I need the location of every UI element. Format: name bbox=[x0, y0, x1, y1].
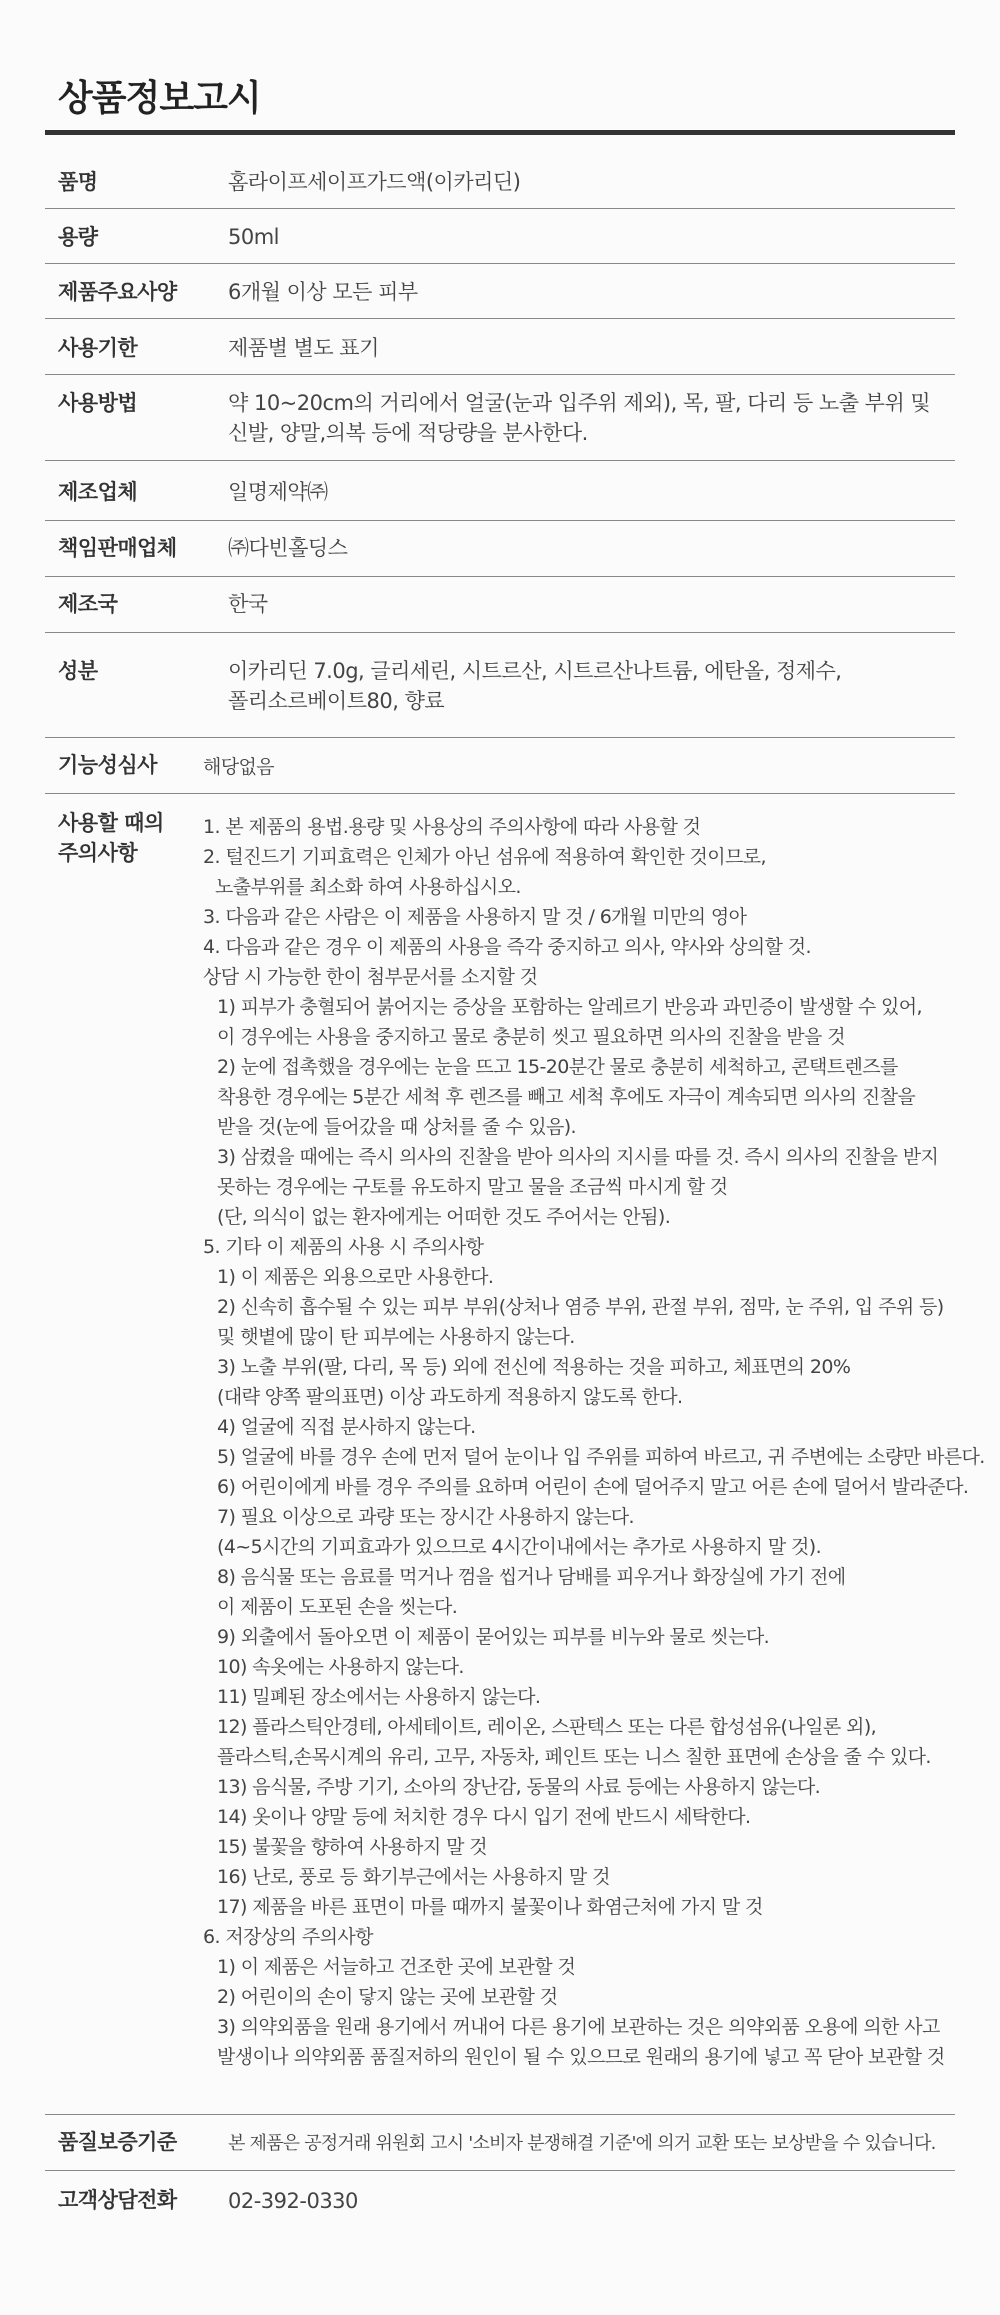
caution-line: 1) 피부가 충혈되어 붉어지는 증상을 포함하는 알레르기 반응과 과민증이 발생할 수 있어, bbox=[217, 996, 922, 1018]
row-divider bbox=[45, 520, 955, 521]
caution-line: (대략 양쪽 팔의표면) 이상 과도하게 적용하지 않도록 한다. bbox=[217, 1386, 683, 1408]
caution-line: 3) 노출 부위(팔, 다리, 목 등) 외에 전신에 적용하는 것을 피하고, 체표면의 20% bbox=[217, 1356, 851, 1378]
row-label-maker: 제조업체 bbox=[58, 480, 138, 504]
caution-line: 6) 어린이에게 바를 경우 주의를 요하며 어린이 손에 덜어주지 말고 어른 손에 덜어서 발라준다. bbox=[217, 1476, 969, 1498]
cautions-label-line: 사용할 때의 bbox=[58, 811, 164, 835]
row-label-ingredients: 성분 bbox=[58, 659, 98, 683]
caution-line: 11) 밀폐된 장소에서는 사용하지 않는다. bbox=[217, 1686, 541, 1708]
row-divider bbox=[45, 460, 955, 461]
caution-line: 2) 신속히 흡수될 수 있는 피부 부위(상처나 염증 부위, 관절 부위, 점막, 눈 주위, 입 주위 등) bbox=[217, 1296, 944, 1318]
caution-line: 5. 기타 이 제품의 사용 시 주의사항 bbox=[203, 1236, 484, 1258]
caution-line: 3) 의약외품을 원래 용기에서 꺼내어 다른 용기에 보관하는 것은 의약외품 오용에 의한 사고 bbox=[217, 2016, 940, 2038]
ingredients-line: 폴리소르베이트80, 향료 bbox=[228, 689, 445, 713]
caution-line: 7) 필요 이상으로 과량 또는 장시간 사용하지 않는다. bbox=[217, 1506, 634, 1528]
row-divider bbox=[45, 263, 955, 264]
row-label-cautions bbox=[58, 808, 164, 868]
row-label-quality: 품질보증기준 bbox=[58, 2130, 177, 2154]
row-value-usage bbox=[228, 388, 953, 448]
row-label-expiry: 사용기한 bbox=[58, 336, 138, 360]
caution-line: 및 햇볕에 많이 탄 피부에는 사용하지 않는다. bbox=[217, 1326, 575, 1348]
caution-line: 플라스틱,손목시계의 유리, 고무, 자동차, 페인트 또는 니스 칠한 표면에 손상을 줄 수 있다. bbox=[217, 1746, 931, 1768]
row-value-name: 홈라이프세이프가드액(이카리딘) bbox=[228, 170, 521, 194]
caution-line: 4) 얼굴에 직접 분사하지 않는다. bbox=[217, 1416, 476, 1438]
caution-line: 8) 음식물 또는 음료를 먹거나 껌을 씹거나 담배를 피우거나 화장실에 가기 전에 bbox=[217, 1566, 846, 1588]
caution-line: (4~5시간의 기피효과가 있으므로 4시간이내에서는 추가로 사용하지 말 것). bbox=[217, 1536, 822, 1558]
caution-line: 2) 어린이의 손이 닿지 않는 곳에 보관할 것 bbox=[217, 1986, 558, 2008]
caution-line: 10) 속옷에는 사용하지 않는다. bbox=[217, 1656, 464, 1678]
caution-line: 9) 외출에서 돌아오면 이 제품이 묻어있는 피부를 비누와 물로 씻는다. bbox=[217, 1626, 770, 1648]
row-label-usage: 사용방법 bbox=[58, 391, 138, 415]
caution-line: 1) 이 제품은 서늘하고 건조한 곳에 보관할 것 bbox=[217, 1956, 576, 1978]
caution-line: 14) 옷이나 양말 등에 처치한 경우 다시 입기 전에 반드시 세탁한다. bbox=[217, 1806, 751, 1828]
row-divider bbox=[45, 374, 955, 375]
row-value-maker: 일명제약㈜ bbox=[228, 480, 328, 504]
row-divider bbox=[45, 737, 955, 738]
title-divider bbox=[45, 130, 955, 135]
row-divider bbox=[45, 632, 955, 633]
caution-list bbox=[203, 812, 985, 2072]
caution-line: 5) 얼굴에 바를 경우 손에 먼저 덜어 눈이나 입 주위를 피하여 바르고, 귀 주변에는 소량만 바른다. bbox=[217, 1446, 985, 1468]
page-title: 상품정보고시 bbox=[58, 78, 261, 119]
caution-line: 1. 본 제품의 용법.용량 및 사용상의 주의사항에 따라 사용할 것 bbox=[203, 816, 701, 838]
caution-line: 13) 음식물, 주방 기기, 소아의 장난감, 동물의 사료 등에는 사용하지 않는다. bbox=[217, 1776, 821, 1798]
row-value-volume: 50ml bbox=[228, 225, 280, 249]
usage-line: 약 10~20cm의 거리에서 얼굴(눈과 입주위 제외), 목, 팔, 다리 등 노출 부위 및 bbox=[228, 391, 931, 415]
caution-line: 못하는 경우에는 구토를 유도하지 말고 물을 조금씩 마시게 할 것 bbox=[217, 1176, 728, 1198]
row-value-functional: 해당없음 bbox=[203, 756, 275, 778]
row-value-country: 한국 bbox=[228, 592, 268, 616]
row-label-volume: 용량 bbox=[58, 225, 98, 249]
caution-line: 12) 플라스틱안경테, 아세테이트, 레이온, 스판텍스 또는 다른 합성섬유(나일론 외), bbox=[217, 1716, 877, 1738]
row-divider bbox=[45, 793, 955, 794]
caution-line: 4. 다음과 같은 경우 이 제품의 사용을 즉각 중지하고 의사, 약사와 상의할 것. bbox=[203, 936, 811, 958]
row-divider bbox=[45, 576, 955, 577]
caution-line: 16) 난로, 풍로 등 화기부근에서는 사용하지 말 것 bbox=[217, 1866, 610, 1888]
caution-line: (단, 의식이 없는 환자에게는 어떠한 것도 주어서는 안됨). bbox=[217, 1206, 671, 1228]
caution-line: 3. 다음과 같은 사람은 이 제품을 사용하지 말 것 / 6개월 미만의 영아 bbox=[203, 906, 747, 928]
caution-line: 1) 이 제품은 외용으로만 사용한다. bbox=[217, 1266, 494, 1288]
caution-line: 3) 삼켰을 때에는 즉시 의사의 진찰을 받아 의사의 지시를 따를 것. 즉시 의사의 진찰을 받지 bbox=[217, 1146, 939, 1168]
ingredients-line: 이카리딘 7.0g, 글리세린, 시트르산, 시트르산나트륨, 에탄올, 정제수, bbox=[228, 659, 842, 683]
caution-line: 노출부위를 최소화 하여 사용하십시오. bbox=[215, 876, 521, 898]
caution-line: 2) 눈에 접촉했을 경우에는 눈을 뜨고 15-20분간 물로 충분히 세척하고, 콘택트렌즈를 bbox=[217, 1056, 898, 1078]
caution-line: 상담 시 가능한 한이 첨부문서를 소지할 것 bbox=[203, 966, 538, 988]
caution-line: 발생이나 의약외품 품질저하의 원인이 될 수 있으므로 원래의 용기에 넣고 꼭 닫아 보관할 것 bbox=[217, 2046, 945, 2068]
row-divider bbox=[45, 2114, 955, 2115]
row-value-phone: 02-392-0330 bbox=[228, 2189, 358, 2213]
row-value-seller: ㈜다빈홀딩스 bbox=[228, 536, 348, 560]
row-divider bbox=[45, 208, 955, 209]
row-label-name: 품명 bbox=[58, 170, 98, 194]
row-label-phone: 고객상담전화 bbox=[58, 2188, 177, 2212]
row-label-spec: 제품주요사양 bbox=[58, 280, 177, 304]
row-divider bbox=[45, 318, 955, 319]
usage-line: 신발, 양말,의복 등에 적당량을 분사한다. bbox=[228, 421, 588, 445]
row-value-quality: 본 제품은 공정거래 위원회 고시 '소비자 분쟁해결 기준'에 의거 교환 또는 보상받을 수 있습니다. bbox=[228, 2133, 936, 2154]
cautions-label-line: 주의사항 bbox=[58, 841, 138, 865]
caution-line: 착용한 경우에는 5분간 세척 후 렌즈를 빼고 세척 후에도 자극이 계속되면 의사의 진찰을 bbox=[217, 1086, 916, 1108]
row-value-ingredients bbox=[228, 656, 953, 716]
row-label-country: 제조국 bbox=[58, 592, 118, 616]
row-divider bbox=[45, 2170, 955, 2171]
caution-line: 15) 불꽃을 향하여 사용하지 말 것 bbox=[217, 1836, 488, 1858]
row-value-spec: 6개월 이상 모든 피부 bbox=[228, 280, 418, 304]
caution-line: 6. 저장상의 주의사항 bbox=[203, 1926, 373, 1948]
row-label-seller: 책임판매업체 bbox=[58, 536, 177, 560]
caution-line: 이 경우에는 사용을 중지하고 물로 충분히 씻고 필요하면 의사의 진찰을 받을 것 bbox=[217, 1026, 845, 1048]
caution-line: 이 제품이 도포된 손을 씻는다. bbox=[217, 1596, 458, 1618]
row-value-expiry: 제품별 별도 표기 bbox=[228, 336, 379, 360]
row-label-functional: 기능성심사 bbox=[58, 753, 157, 777]
caution-line: 17) 제품을 바른 표면이 마를 때까지 불꽃이나 화염근처에 가지 말 것 bbox=[217, 1896, 763, 1918]
caution-line: 받을 것(눈에 들어갔을 때 상처를 줄 수 있음). bbox=[217, 1116, 576, 1138]
caution-line: 2. 털진드기 기피효력은 인체가 아닌 섬유에 적용하여 확인한 것이므로, bbox=[203, 846, 766, 868]
